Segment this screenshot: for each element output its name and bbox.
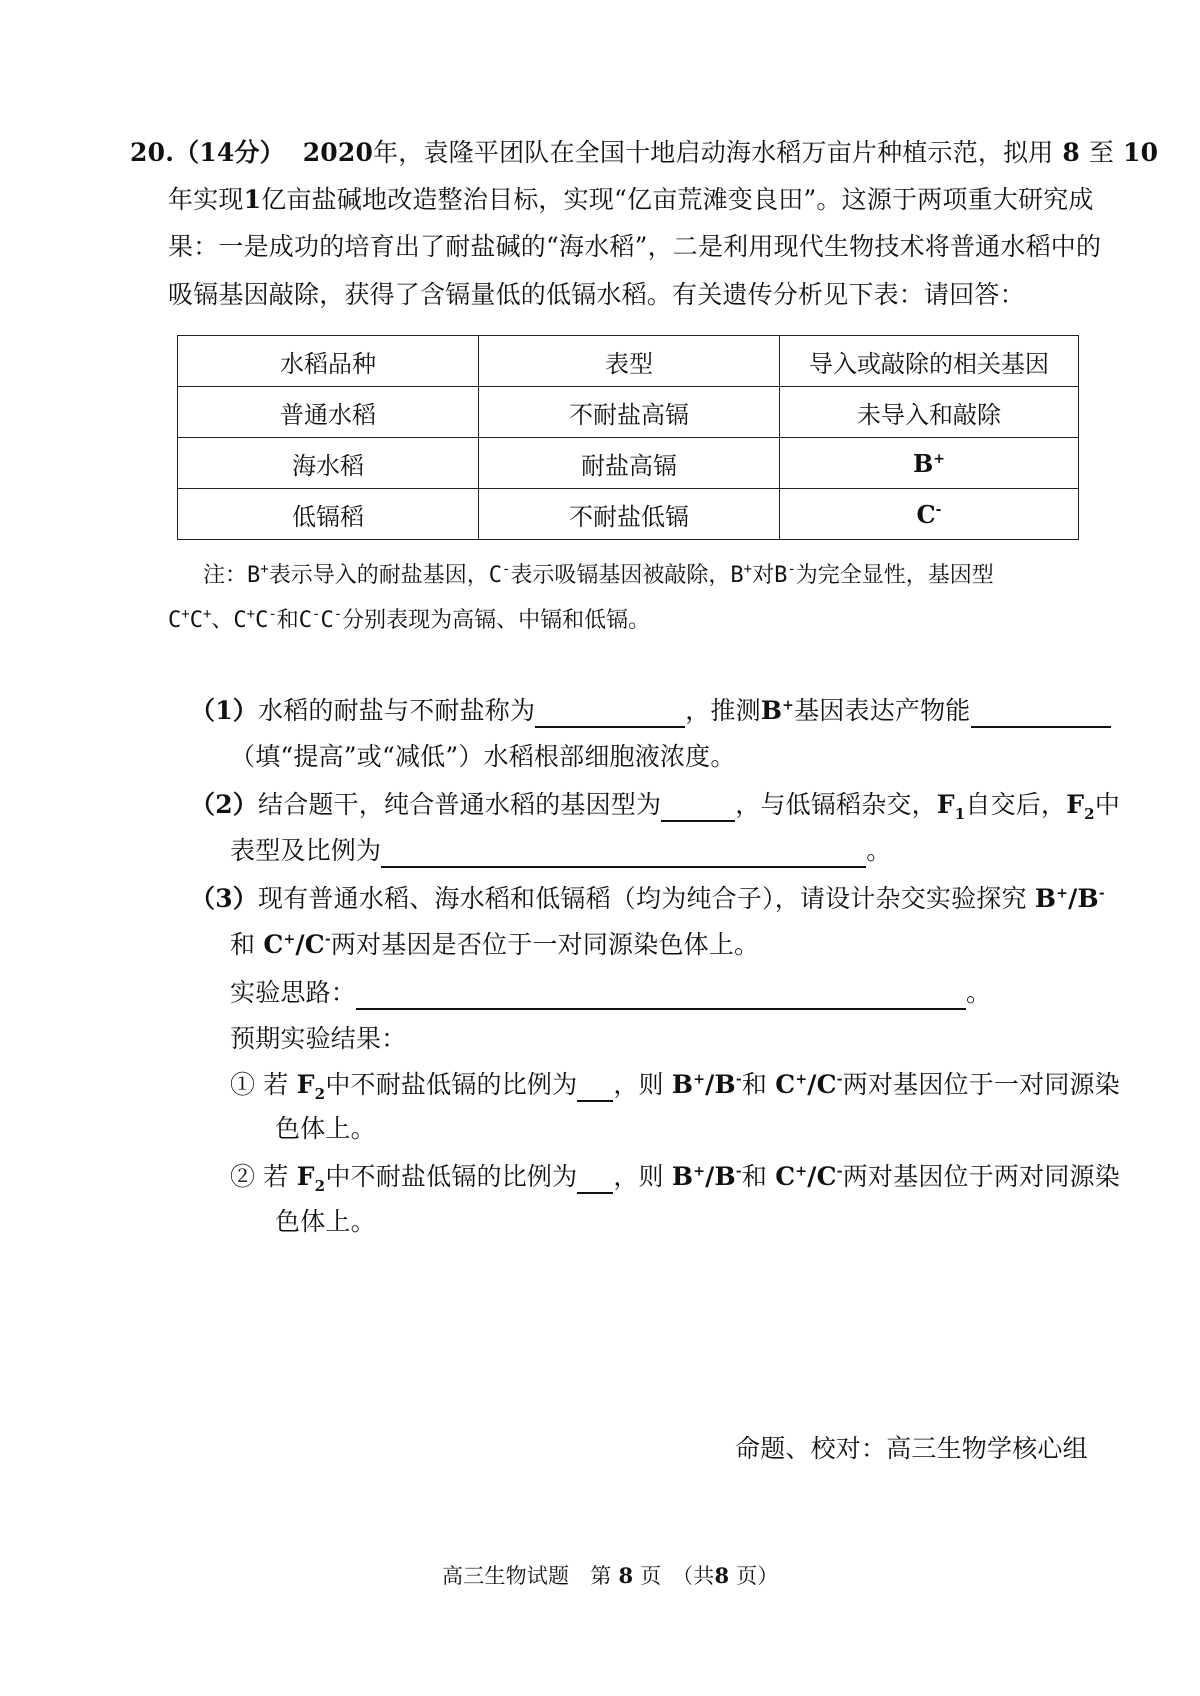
subquestion-2-line-1: （2）结合题干，纯合普通水稻的基因型为 ，与低镉稻杂交，$F_1$自交后，$F_2$中 (190, 790, 1121, 823)
subquestion-1-line-1: （1）水稻的耐盐与不耐盐称为 ，推测B+基因表达产物能 (190, 694, 1111, 728)
table-row (178, 438, 1079, 489)
question-intro-line-1: 20.（14分） 2020年，袁隆平团队在全国十地启动海水稻万亩片种植示范，拟用 8 至 10 (130, 138, 1159, 167)
page-total: 8 (714, 1563, 730, 1588)
table-cell: B+ (780, 438, 1079, 489)
subquestion-3-line-1: （3）现有普通水稻、海水稻和低镉稻（均为纯合子），请设计杂交实验探究 B+/B- (190, 884, 1105, 913)
genetic-analysis-table (177, 335, 1079, 540)
table-header-row (178, 336, 1079, 387)
result-2-line-1: ② 若 $F_2$中不耐盐低镉的比例为 ，则 B+/B-和 C+/C-两对基因位于两对同源染 (230, 1162, 1120, 1195)
table-header-cell: 水稻品种 (178, 336, 479, 387)
table-note-line-2: C+C+、C+C-和C-C-分别表现为高镉、中镉和低镉。 (168, 606, 651, 633)
table-row (178, 387, 1079, 438)
table-cell: 不耐盐低镉 (479, 489, 780, 540)
author-signature: 命题、校对：高三生物学核心组 (735, 1434, 1088, 1463)
table-cell: 不耐盐高镉 (479, 387, 780, 438)
answer-blank[interactable] (577, 1074, 613, 1102)
question-intro-line-4: 吸镉基因敲除，获得了含镉量低的低镉水稻。有关遗传分析见下表：请回答： (168, 280, 1025, 309)
answer-blank[interactable] (971, 700, 1111, 728)
answer-blank[interactable] (356, 982, 966, 1010)
question-points: （14分） (174, 138, 285, 167)
answer-blank[interactable] (381, 840, 866, 868)
question-number: 20. (130, 138, 175, 167)
table-cell: 低镉稻 (178, 489, 479, 540)
table-cell: 海水稻 (178, 438, 479, 489)
page-footer: 高三生物试题 第 8 页 （共8 页） (442, 1563, 779, 1588)
page-number: 8 (618, 1563, 634, 1588)
table-header-cell: 表型 (479, 336, 780, 387)
answer-blank[interactable] (661, 794, 735, 822)
table-cell: 未导入和敲除 (780, 387, 1079, 438)
experiment-idea-line: 实验思路： 。 (230, 976, 991, 1010)
table-note-line-1: 注：B+表示导入的耐盐基因，C-表示吸镉基因被敲除，B+对B-为完全显性，基因型 (203, 561, 994, 588)
subquestion-2-line-2: 表型及比例为 。 (230, 834, 891, 868)
result-2-line-2: 色体上。 (275, 1207, 376, 1236)
table-header-cell: 导入或敲除的相关基因 (780, 336, 1079, 387)
table-row (178, 489, 1079, 540)
subquestion-1-line-2: （填“提高”或“减低”）水稻根部细胞液浓度。 (230, 742, 736, 771)
question-intro-line-2: 年实现1亿亩盐碱地改造整治目标，实现“亿亩荒滩变良田”。这源于两项重大研究成 (168, 185, 1094, 214)
question-intro-line-3: 果：一是成功的培育出了耐盐碱的“海水稻”，二是利用现代生物技术将普通水稻中的 (168, 232, 1102, 261)
question-year: 2020 (302, 138, 374, 167)
expected-results-label: 预期实验结果： (230, 1024, 407, 1053)
result-1-line-1: ① 若 $F_2$中不耐盐低镉的比例为 ，则 B+/B-和 C+/C-两对基因位于一对同源染 (230, 1070, 1120, 1103)
result-1-line-2: 色体上。 (275, 1114, 376, 1143)
subquestion-3-line-2: 和 C+/C-两对基因是否位于一对同源染色体上。 (230, 930, 760, 959)
table-cell: C- (780, 489, 1079, 540)
table-cell: 普通水稻 (178, 387, 479, 438)
table-cell: 耐盐高镉 (479, 438, 780, 489)
answer-blank[interactable] (577, 1166, 613, 1194)
answer-blank[interactable] (535, 700, 685, 728)
